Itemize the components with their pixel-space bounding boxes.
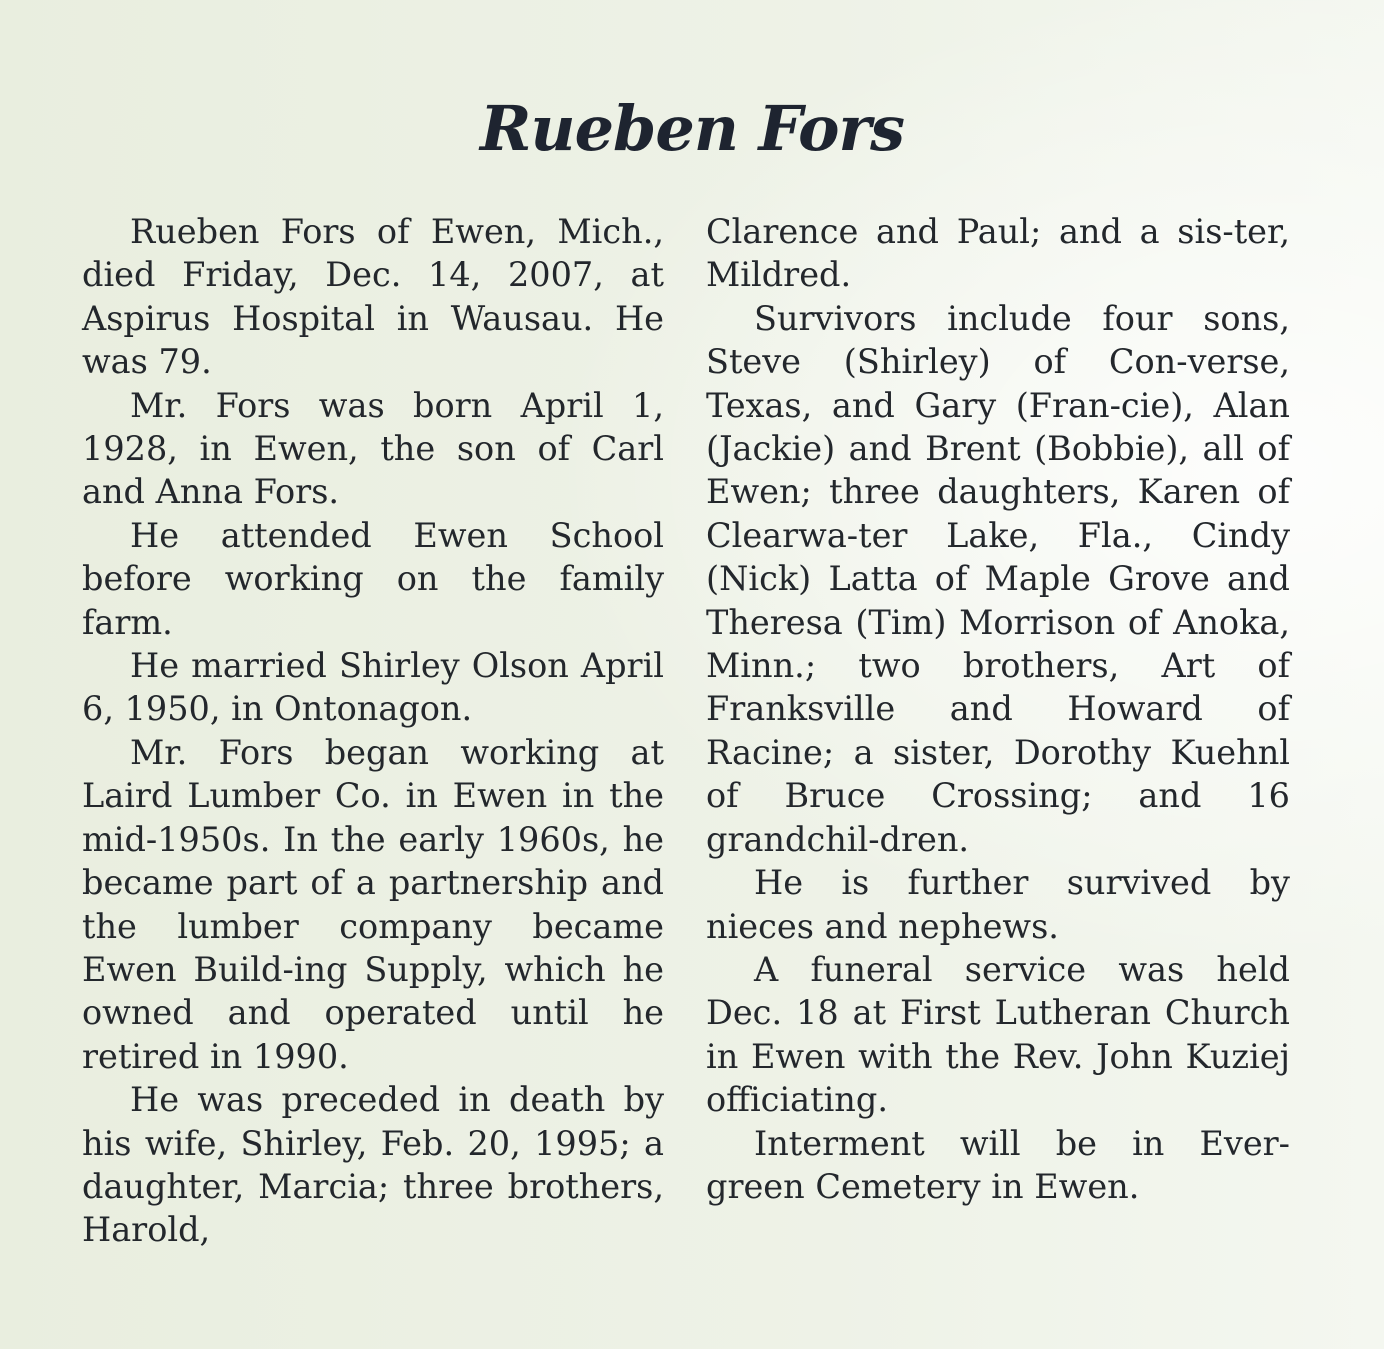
paragraph-career: Mr. Fors began working at Laird Lumber Co. in Ewen in the mid-1950s. In the early 1960s, he became part of a partnership and the lumber company became Ewen Build-ing Supply, which he owned and operated until he retired in 1990.: [82, 732, 664, 1076]
obituary-headline: Rueben Fors: [479, 92, 905, 165]
paragraph-funeral-service: A funeral service was held Dec. 18 at First Lutheran Church in Ewen with the Rev. John Kuziej officiating.: [706, 949, 1290, 1120]
paragraph-marriage: He married Shirley Olson April 6, 1950, in Ontonagon.: [82, 646, 664, 729]
paragraph-death-notice: Rueben Fors of Ewen, Mich., died Friday, Dec. 14, 2007, at Aspirus Hospital in Wausau. He was 79.: [82, 212, 664, 382]
right-column: [706, 210, 1290, 1208]
paragraph-preceded-in-death: He was preceded in death by his wife, Shirley, Feb. 20, 1995; a daughter, Marcia; three brothers, Harold,: [82, 1080, 664, 1250]
paragraph-school: He attended Ewen School before working on the family farm.: [82, 515, 664, 642]
paragraph-survivors: Survivors include four sons, Steve (Shirley) of Con-verse, Texas, and Gary (Fran-cie), Alan (Jackie) and Brent (Bobbie), all of Ewen; three daughters, Karen of Clearwa-ter Lake, Fla., Cindy (Nick) Latta of Maple Grove and Theresa (Tim) Morrison of Anoka, Minn.; two brothers, Art of Franksville and Howard of Racine; a sister, Dorothy Kuehnl of Bruce Crossing; and 16 grandchil-dren.: [706, 298, 1290, 859]
paragraph-interment: Interment will be in Ever-green Cemetery in Ewen.: [706, 1123, 1290, 1206]
paragraph-preceded-continuation: Clarence and Paul; and a sis-ter, Mildred.: [706, 212, 1290, 295]
paragraph-birth: Mr. Fors was born April 1, 1928, in Ewen, the son of Carl and Anna Fors.: [82, 385, 664, 512]
left-column: [82, 210, 664, 1252]
paragraph-further-survived: He is further survived by nieces and nephews.: [706, 863, 1290, 946]
